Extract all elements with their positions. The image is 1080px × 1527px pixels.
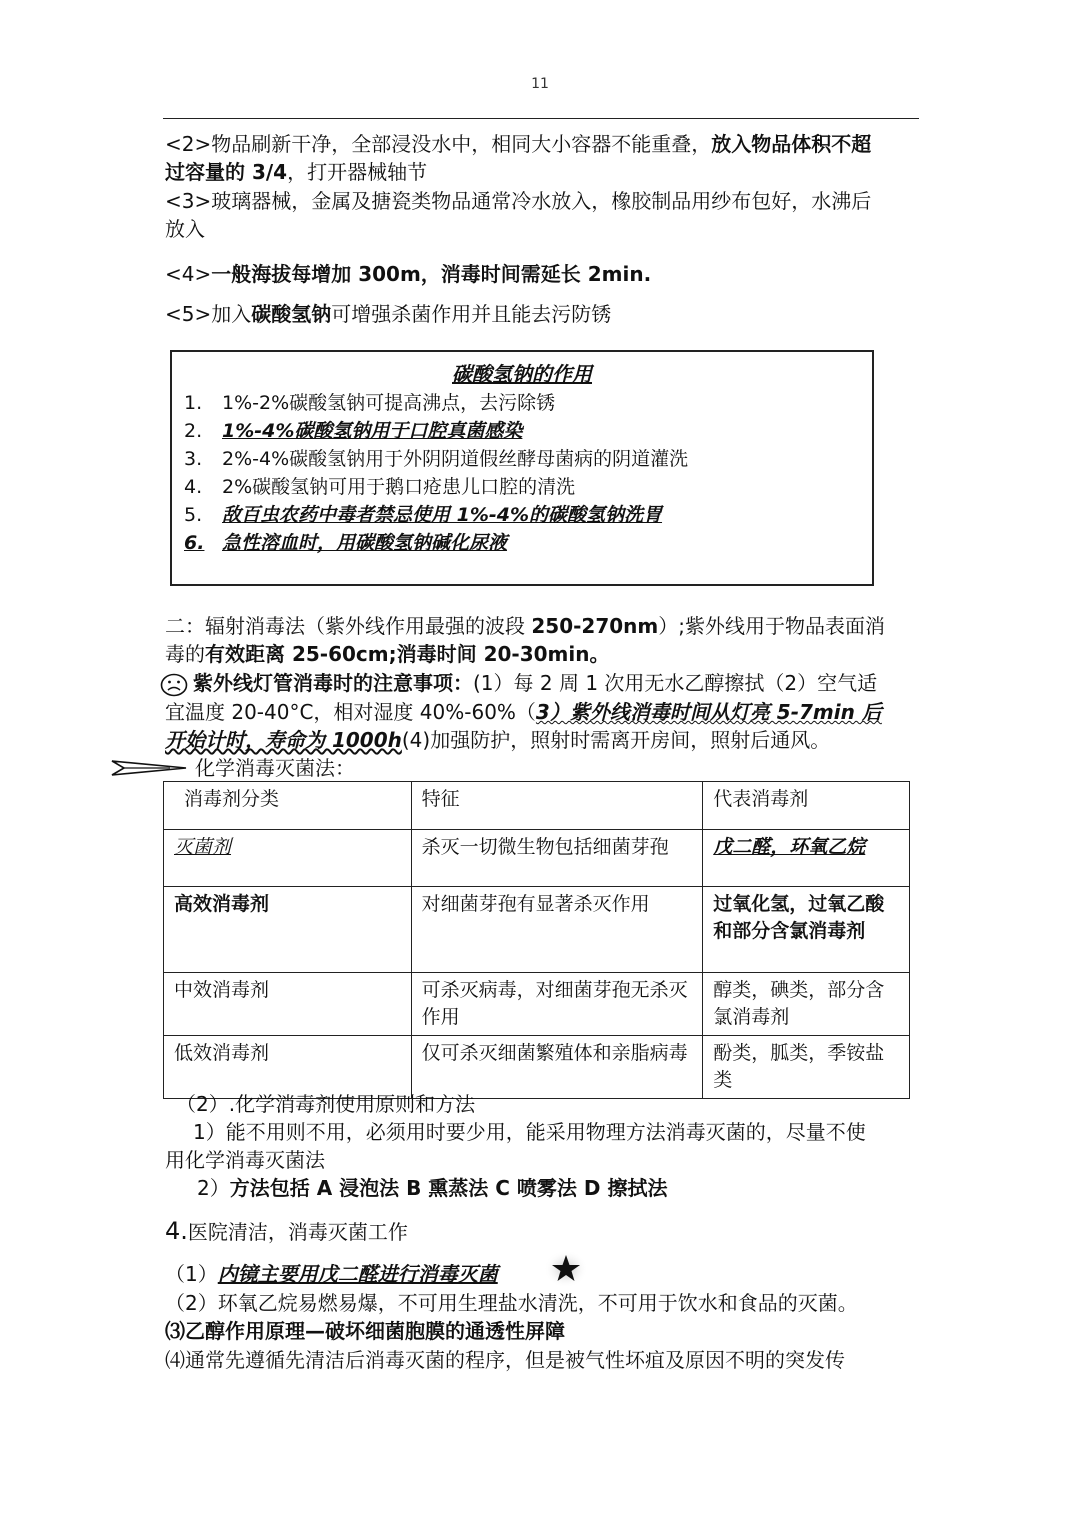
table-cell: 过氧化氢，过氧乙酸和部分含氯消毒剂 [703, 887, 910, 973]
table-header: 特征 [411, 782, 703, 830]
table-cell: 对细菌芽孢有显著杀灭作用 [411, 887, 703, 973]
hospital-num: 4. [165, 1217, 188, 1245]
table-header-row [164, 782, 910, 830]
star-icon [543, 1249, 589, 1289]
chem-heading: 化学消毒灭菌法： [195, 756, 355, 780]
principles-line2: 用化学消毒灭菌法 [165, 1148, 325, 1172]
box-item-3: 3. 2%-4%碳酸氢钠用于外阴阴道假丝酵母菌病的阴道灌洗 [184, 448, 689, 470]
principles-title: （2）.化学消毒剂使用原则和方法 [176, 1092, 476, 1116]
table-cell: 高效消毒剂 [164, 887, 412, 973]
para-4 [165, 260, 651, 288]
table-cell: 中效消毒剂 [164, 973, 412, 1036]
hospital-title: 医院清洁，消毒灭菌工作 [187, 1220, 408, 1244]
para-2-line2 [165, 158, 427, 186]
table-cell: 仅可杀灭细菌繁殖体和亲脂病毒 [411, 1036, 703, 1099]
page-number: 11 [531, 76, 549, 92]
radiation-line3: 紫外线灯管消毒时的注意事项：(1）每 2 周 1 次用无水乙醇擦拭（2）空气适 [193, 671, 878, 695]
box-item-5: 5. 敌百虫农药中毒者禁忌使用 1%-4%的碳酸氢钠洗胃 [184, 504, 663, 526]
para-3-line1: <3>玻璃器械，金属及搪瓷类物品通常冷水放入，橡胶制品用纱布包好，水沸后 [165, 189, 872, 213]
hospital-item-3: ⑶乙醇作用原理—破坏细菌胞膜的通透性屏障 [165, 1319, 565, 1343]
box-item-4: 4. 2%碳酸氢钠可用于鹅口疮患儿口腔的清洗 [184, 476, 576, 498]
table-cell: 灭菌剂 [164, 830, 412, 887]
para-5 [165, 300, 611, 328]
table-header: 消毒剂分类 [164, 782, 412, 830]
radiation-line1: 二：辐射消毒法（紫外线作用最强的波段 250-270nm）;紫外线用于物品表面消 [165, 614, 885, 638]
box-item-6: 6. 急性溶血时，用碳酸氢钠碱化尿液 [184, 532, 508, 554]
table-row [164, 973, 910, 1036]
box-item-2: 2. 1%-4%碳酸氢钠用于口腔真菌感染 [184, 420, 523, 442]
header-rule [163, 118, 919, 119]
radiation-line2: 毒的有效距离 25-60cm;消毒时间 20-30min。 [165, 642, 610, 666]
para-3-line2: 放入 [165, 217, 205, 241]
table-cell: 可杀灭病毒，对细菌芽孢无杀灭作用 [411, 973, 703, 1036]
hospital-heading [165, 1217, 408, 1246]
para-2-tail: ，打开器械轴节 [287, 160, 428, 184]
table-cell: 杀灭一切微生物包括细菌芽孢 [411, 830, 703, 887]
table-cell: 酚类，胍类，季铵盐类 [703, 1036, 910, 1099]
table-header: 代表消毒剂 [703, 782, 910, 830]
para-2-text: <2>物品刷新干净，全部浸没水中，相同大小容器不能重叠， [165, 132, 712, 156]
principles-line1: 1）能不用则不用，必须用时要少用，能采用物理方法消毒灭菌的，尽量不使 [193, 1120, 866, 1144]
para-2-bold-2: 过容量的 3/4 [165, 160, 288, 184]
box-item-1: 1. 1%-2%碳酸氢钠可提高沸点，去污除锈 [184, 392, 556, 414]
para-5-tail: 可增强杀菌作用并且能去污防锈 [331, 302, 612, 326]
hospital-item-4: ⑷通常先遵循先清洁后消毒灭菌的程序，但是被气性坏疽及原因不明的突发传 [165, 1348, 845, 1372]
para-4-prefix: <4> [165, 262, 212, 286]
para-5-prefix: <5>加入 [165, 302, 252, 326]
table-cell: 低效消毒剂 [164, 1036, 412, 1099]
hospital-item-2: （2）环氧乙烷易燃易爆，不可用生理盐水清洗，不可用于饮水和食品的灭菌。 [165, 1291, 858, 1315]
radiation-line4: 宜温度 20-40°C，相对湿度 40%-60%（3）紫外线消毒时间从灯亮 5-7min 后 [165, 700, 882, 724]
table-row [164, 887, 910, 973]
para-5-bold: 碳酸氢钠 [251, 302, 332, 326]
para-2-bold: 放入物品体积不超 [711, 132, 872, 156]
box-title-text: 碳酸氢钠的作用 [452, 362, 592, 386]
para-2-line1 [165, 130, 871, 158]
table-row [164, 830, 910, 887]
radiation-line5: 开始计时，寿命为 1000h(4)加强防护，照射时需离开房间，照射后通风。 [165, 728, 831, 752]
table-cell: 戊二醛，环氧乙烷 [703, 830, 910, 887]
table-cell: 醇类，碘类，部分含氯消毒剂 [703, 973, 910, 1036]
disinfectant-table [163, 781, 910, 1099]
para-4-bold: 一般海拔每增加 300m，消毒时间需延长 2min. [211, 262, 652, 286]
sad-face-icon [160, 673, 188, 697]
hospital-item-1: （1）内镜主要用戊二醛进行消毒灭菌 [165, 1262, 498, 1286]
box-title [170, 358, 874, 387]
principles-line3: 2）方法包括 A 浸泡法 B 熏蒸法 C 喷雾法 D 擦拭法 [197, 1176, 668, 1200]
arrow-pointer-icon [110, 759, 188, 777]
